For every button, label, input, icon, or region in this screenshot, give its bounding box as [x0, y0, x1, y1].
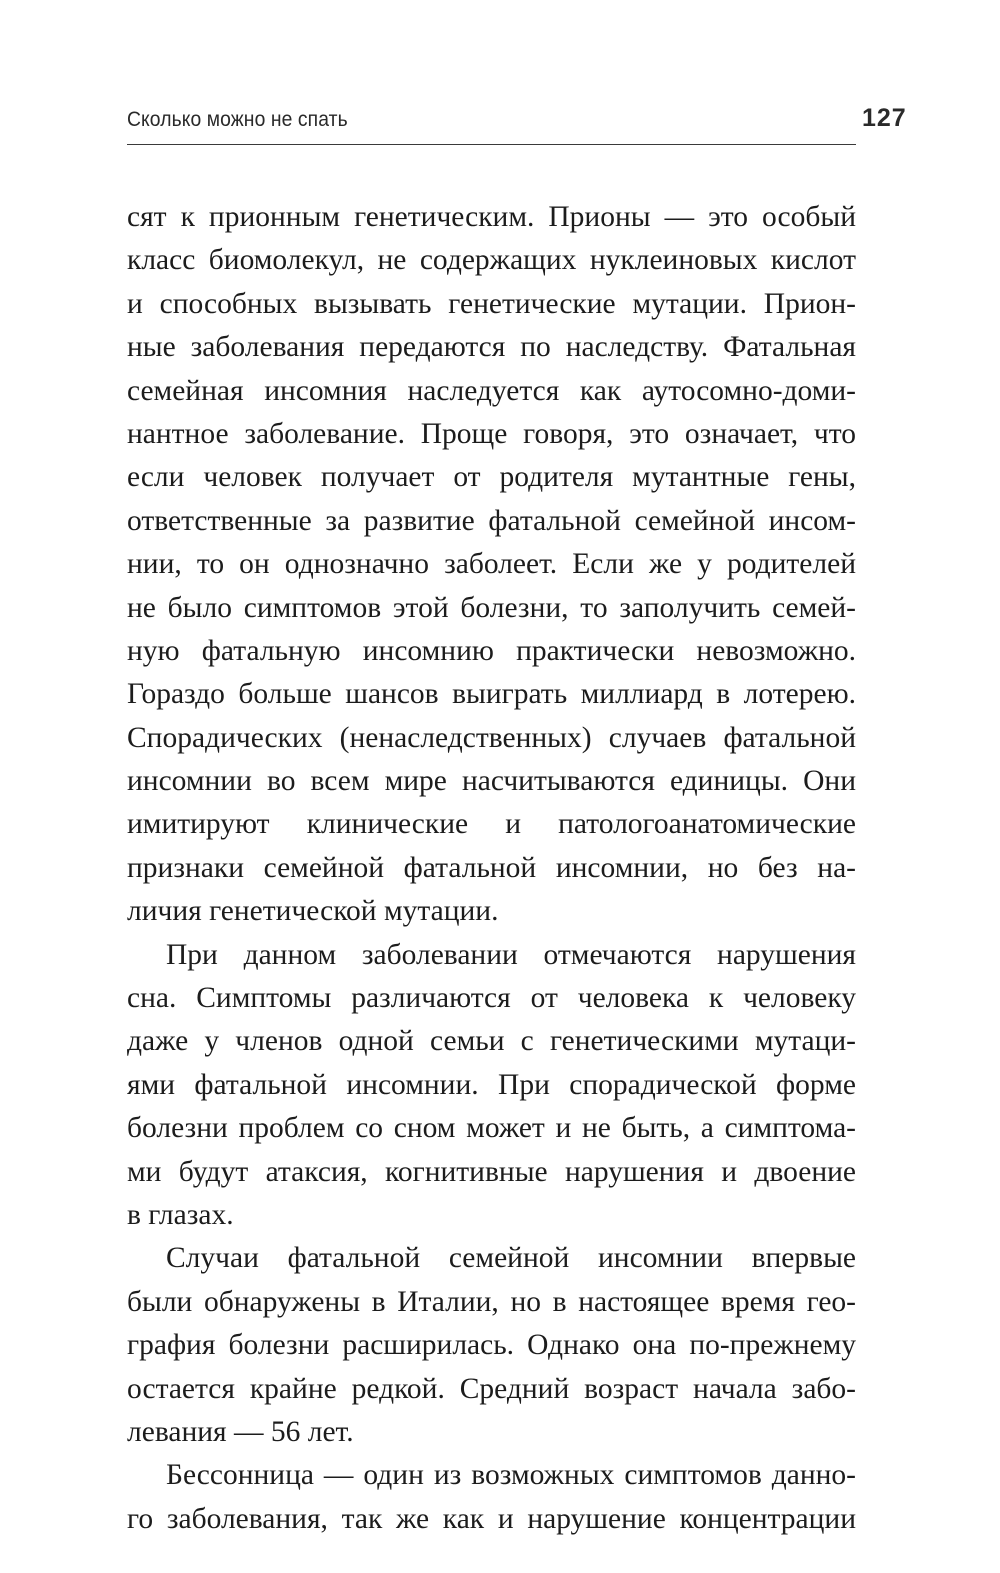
text-line: признаки семейной фатальной инсомнии, но без на-	[127, 851, 856, 884]
text-line: сят к прионным генетическим. Прионы — это особый	[127, 201, 856, 233]
text-line: были обнаружены в Италии, но в настоящее время гео-	[127, 1285, 856, 1318]
page-number: 127	[862, 104, 907, 132]
paragraph	[127, 1454, 856, 1541]
text-line: личия генетической мутации.	[127, 895, 499, 928]
text-line: Спорадических (ненаследственных) случаев фатальной	[127, 721, 856, 754]
text-line: го заболевания, так же как и нарушение концентрации	[127, 1502, 856, 1535]
text-line: левания — 56 лет.	[127, 1415, 354, 1448]
text-line: инсомнии во всем мире насчитываются единицы. Они	[127, 765, 856, 798]
text-line: остается крайне редкой. Средний возраст начала забо-	[127, 1372, 856, 1405]
text-line: ответственные за развитие фатальной семейной инсом-	[127, 504, 856, 537]
text-line: класс биомолекул, не содержащих нуклеиновых кислот	[127, 244, 856, 277]
text-line: ми будут атаксия, когнитивные нарушения и двоение	[127, 1155, 856, 1188]
text-line: даже у членов одной семьи с генетическими мутаци-	[127, 1025, 856, 1058]
text-line: ную фатальную инсомнию практически невозможно.	[127, 634, 856, 667]
body-text	[127, 196, 856, 1541]
paragraph	[127, 196, 856, 934]
text-line: в глазах.	[127, 1198, 234, 1231]
text-line: нии, то он однозначно заболеет. Если же у родителей	[127, 548, 856, 581]
text-line: сна. Симптомы различаются от человека к человеку	[127, 982, 856, 1015]
text-line: если человек получает от родителя мутантные гены,	[127, 461, 856, 494]
text-line: и способных вызывать генетические мутации. Прион-	[127, 287, 856, 320]
text-line: имитируют клинические и патологоанатомические	[127, 808, 856, 841]
running-header	[127, 104, 856, 145]
text-line: Случаи фатальной семейной инсомнии впервые	[166, 1242, 856, 1275]
running-title: Сколько можно не спать	[127, 108, 348, 131]
paragraph	[127, 1237, 856, 1454]
text-line: Гораздо больше шансов выиграть миллиард в лотерею.	[127, 678, 856, 711]
text-line: Бессонница — один из возможных симптомов данно-	[166, 1459, 856, 1492]
paragraph	[127, 934, 856, 1238]
text-line: При данном заболевании отмечаются нарушения	[166, 938, 856, 971]
text-line: болезни проблем со сном может и не быть, а симптома-	[127, 1112, 856, 1145]
text-line: семейная инсомния наследуется как аутосомно-доми-	[127, 374, 856, 407]
text-line: нантное заболевание. Проще говоря, это означает, что	[127, 417, 856, 450]
text-line: графия болезни расширилась. Однако она по-прежнему	[127, 1329, 856, 1362]
text-line: ные заболевания передаются по наследству. Фатальная	[127, 331, 856, 364]
text-line: не было симптомов этой болезни, то заполучить семей-	[127, 591, 856, 624]
text-line: ями фатальной инсомнии. При спорадической форме	[127, 1068, 856, 1101]
